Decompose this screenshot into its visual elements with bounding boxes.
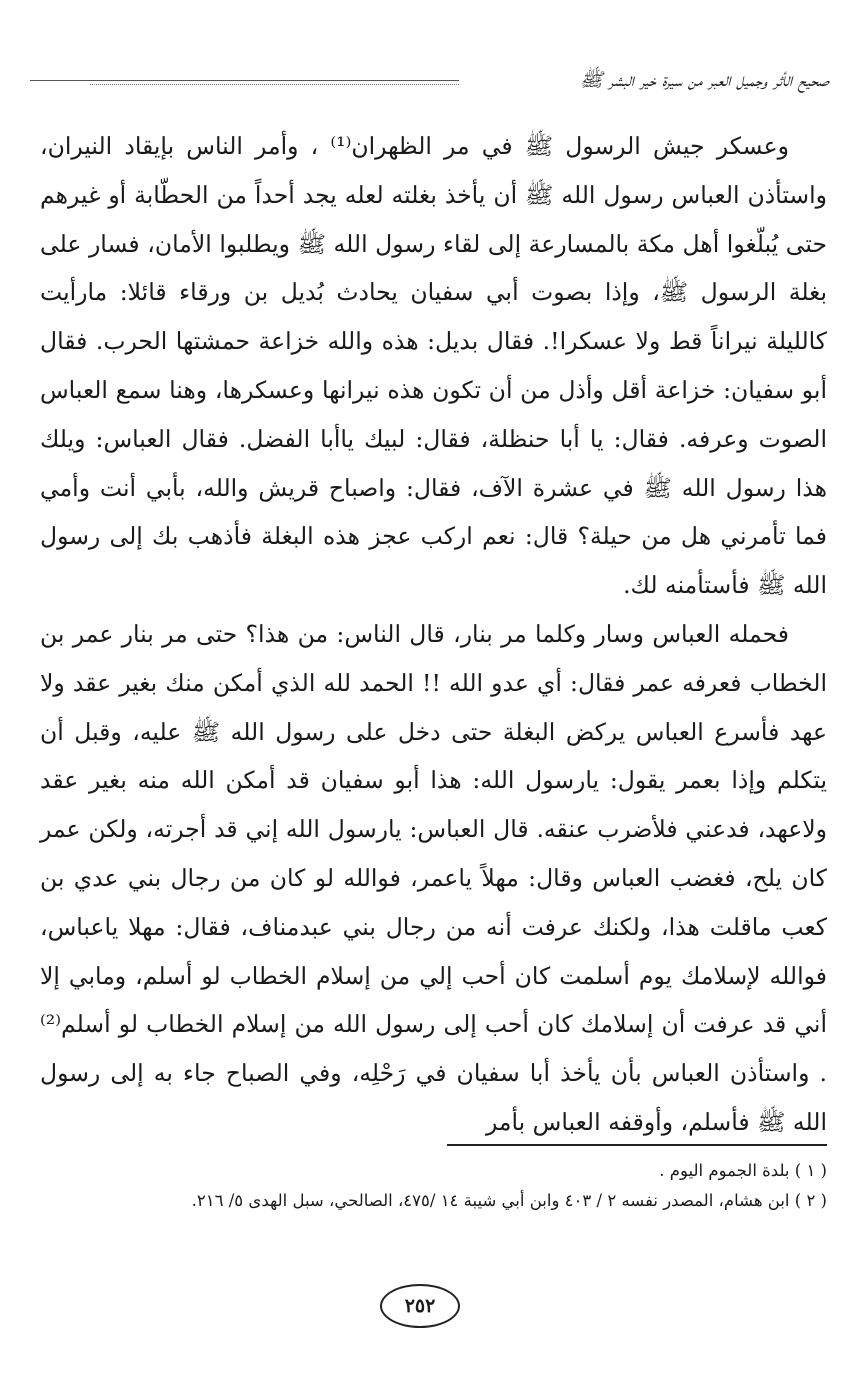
footnote-separator — [447, 1144, 827, 1146]
page-number-label: ٢٥٢ — [404, 1295, 436, 1317]
footnote-item: ( ٢ ) ابن هشام، المصدر نفسه ٢ / ٤٠٣ وابن أبي شيبة ١٤ /٤٧٥، الصالحي، سبل الهدى ٥/ ٢١٦. — [191, 1191, 827, 1210]
header-rule — [30, 80, 459, 81]
page-number — [380, 1284, 460, 1328]
main-text — [40, 122, 827, 1147]
paragraph: فحمله العباس وسار وكلما مر بنار، قال الناس: من هذا؟ حتى مر بنار عمر بن الخطاب فعرفه عمر فقال: أي عدو الله !! الحمد لله الذي أمكن منك بغير عقد ولا عهد فأسرع العباس يركض البغلة حتى دخل على رسول الله ﷺ عليه، وقبل أن يتكلم وإذا بعمر يقول: يارسول الله: هذا أبو سفيان قد أمكن الله منه بغير عقد ولاعهد، فدعني فلأضرب عنقه. قال العباس: يارسول الله إني قد أجرته، ولكن عمر كان يلح، فغضب العباس وقال: مهلاً ياعمر، فوالله لو كان من رجال بني عدي بن كعب ماقلت هذا، ولكنك عرفت أنه من رجال بني عبدمناف، فقال: مهلا ياعباس، فوالله لإسلامك يوم أسلمت كان أحب إلي من إسلام الخطاب لو أسلم، ومابي إلا أني قد عرفت أن إسلامك كان أحب إلى رسول الله من إسلام الخطاب لو أسلم⁽²⁾ . واستأذن العباس بأن يأخذ أبا سفيان في رَحْلِه، وفي الصباح جاء به إلى رسول الله ﷺ فأسلم، وأوقفه العباس بأمر — [40, 619, 827, 1136]
footnote-item: ( ١ ) بلدة الجموم اليوم . — [659, 1161, 827, 1180]
running-header — [30, 60, 829, 96]
paragraph: وعسكر جيش الرسول ﷺ في مر الظهران⁽¹⁾ ، وأمر الناس بإيقاد النيران، واستأذن العباس رسول الله ﷺ أن يأخذ بغلته لعله يجد أحداً من الحطّابة أو غيرهم حتى يُبلّغوا أهل مكة بالمسارعة إلى لقاء رسول الله ﷺ ويطلبوا الأمان، فسار على بغلة الرسول ﷺ، وإذا بصوت أبي سفيان يحادث بُديل بن ورقاء قائلا: مارأيت كالليلة نيراناً قط ولا عسكرا!. فقال بديل: هذه والله خزاعة حمشتها الحرب. فقال أبو سفيان: خزاعة أقل وأذل من أن تكون هذه نيرانها وعسكرها، وهنا سمع العباس الصوت وعرفه. فقال: يا أبا حنظلة، فقال: لبيك ياأبا الفضل. فقال العباس: ويلك هذا رسول الله ﷺ في عشرة الآف، فقال: واصباح قريش والله، بأبي أنت وأمي فما تأمرني هل من حيلة؟ قال: نعم اركب عجز هذه البغلة فأذهب بك إلى رسول الله ﷺ فأستأمنه لك. — [40, 132, 827, 600]
running-header-title: صحيح الأثر وجميل العبر من سيرة خير البشر ﷺ — [579, 69, 829, 91]
footnotes — [40, 1156, 827, 1216]
header-rule-dotted — [90, 84, 459, 85]
